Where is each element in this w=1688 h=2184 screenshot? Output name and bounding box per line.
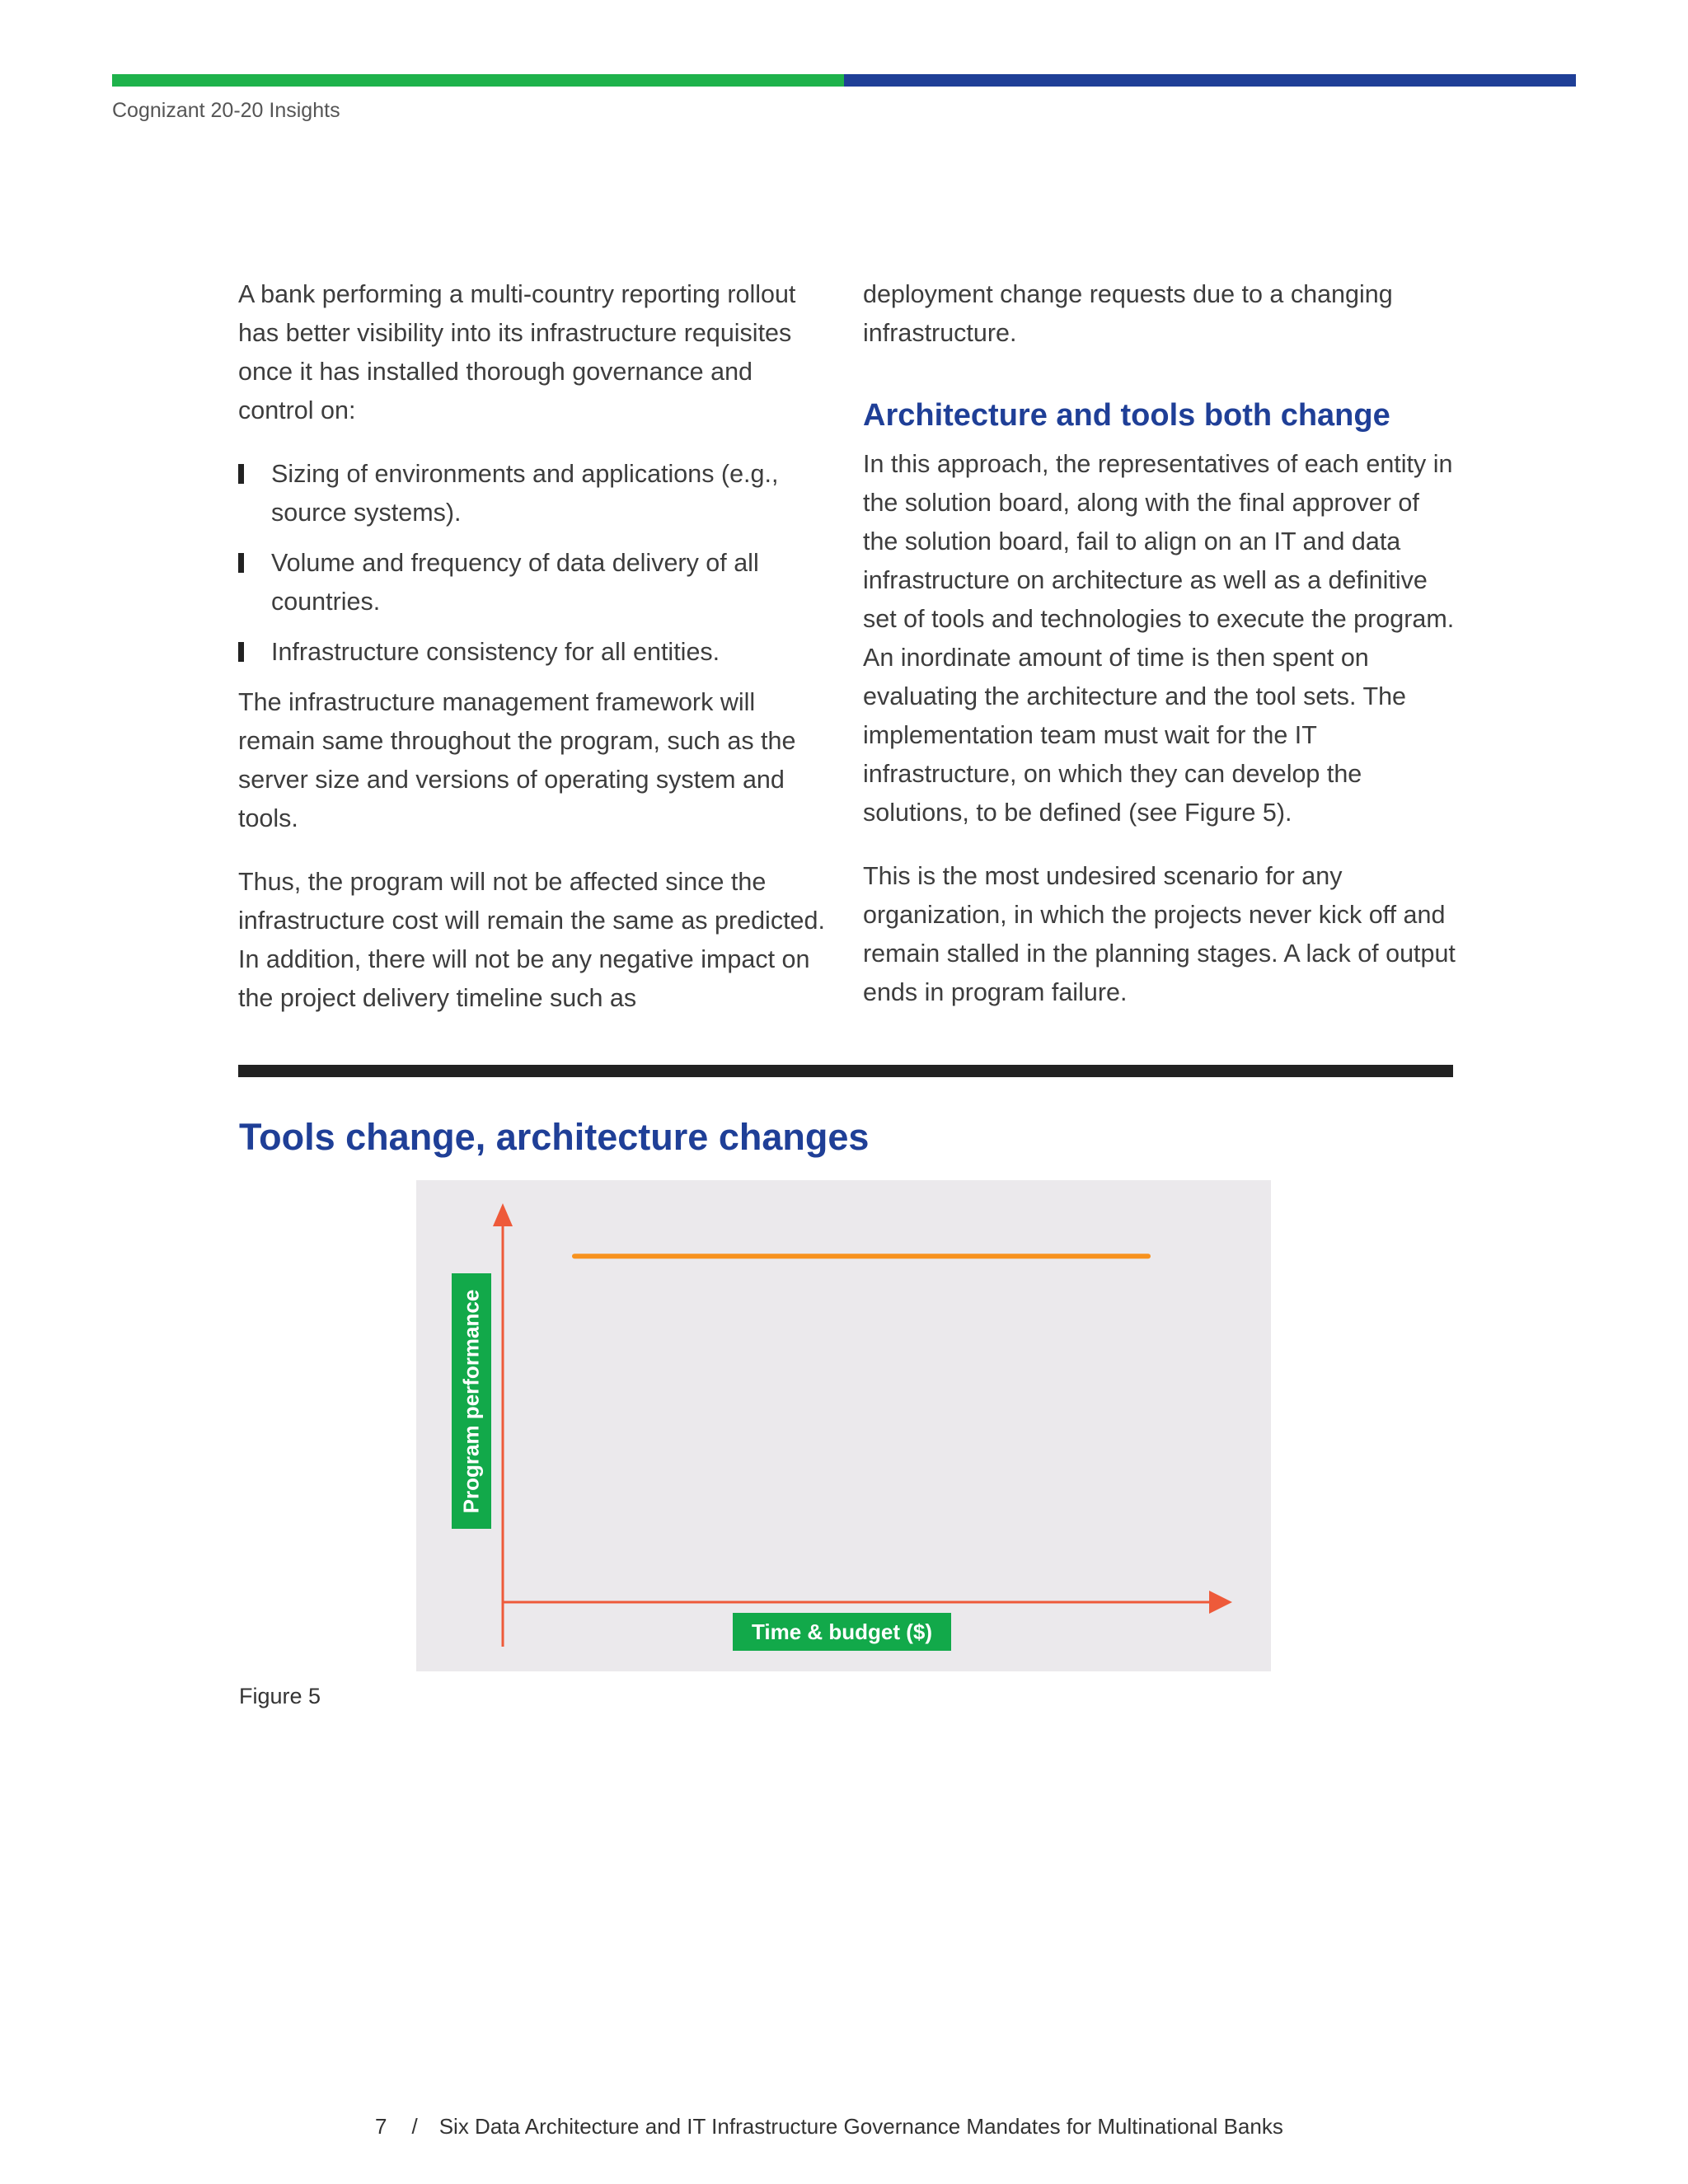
- paragraph-framework: The infrastructure management framework will remain same throughout the program, such as the server size and versions of operating system and tools.: [238, 688, 796, 832]
- chart-panel: [416, 1180, 1271, 1671]
- y-axis-arrow-icon: [493, 1203, 513, 1226]
- figure-title: Tools change, architecture changes: [239, 1116, 870, 1158]
- chart-svg: [416, 1180, 1271, 1671]
- intro-paragraph: A bank performing a multi-country reporting rollout has better visibility into its infrastructure requisites once it has installed thorough governance and control on:: [238, 280, 796, 424]
- y-axis-label: Program performance: [458, 1289, 484, 1513]
- figure-caption: Figure 5: [239, 1684, 321, 1708]
- x-axis-label-box: [733, 1613, 951, 1651]
- y-axis-label-box: [452, 1273, 491, 1529]
- list-item: Sizing of environments and applications (e.g., source systems).: [238, 455, 832, 532]
- x-axis-label: Time & budget ($): [751, 1619, 933, 1644]
- running-head: Cognizant 20-20 Insights: [112, 99, 340, 122]
- paragraph-cost: Thus, the program will not be affected since the infrastructure cost will remain the same as predicted. In addition, there will not be any negative impact on the project delivery timeline such as: [238, 868, 825, 1012]
- footer-doc-title: Six Data Architecture and IT Infrastructure Governance Mandates for Multinational Banks: [438, 2114, 1283, 2139]
- section-heading: Architecture and tools both change: [863, 398, 1390, 433]
- x-axis-arrow-icon: [1209, 1591, 1232, 1614]
- paragraph-continuation: deployment change requests due to a changing infrastructure.: [863, 280, 1393, 347]
- page-footer: [375, 2114, 1283, 2139]
- header-bar-green: [112, 74, 844, 87]
- right-column: [863, 275, 1456, 1037]
- page-number: 7: [375, 2114, 387, 2139]
- left-column: [238, 275, 832, 1043]
- list-item: Volume and frequency of data delivery of all countries.: [238, 544, 832, 621]
- header-bar-blue: [844, 74, 1576, 87]
- list-item: Infrastructure consistency for all entities.: [238, 633, 832, 672]
- bullet-list: [238, 455, 832, 672]
- section-divider: [238, 1065, 1453, 1077]
- paragraph-approach: In this approach, the representatives of each entity in the solution board, along with the final approver of the solution board, fail to align on an IT and data infrastructure on architecture as well as a definitive set of tools and technologies to execute the program. An inordinate amount of time is then spent on evaluating the architecture and the tool sets. The implementation team must wait for the IT infrastructure, on which they can develop the solutions, to be defined (see Figure 5).: [863, 450, 1455, 827]
- footer-separator: /: [411, 2114, 418, 2139]
- paragraph-scenario: This is the most undesired scenario for any organization, in which the projects never kick off and remain stalled in the planning stages. A lack of output ends in program failure.: [863, 862, 1456, 1006]
